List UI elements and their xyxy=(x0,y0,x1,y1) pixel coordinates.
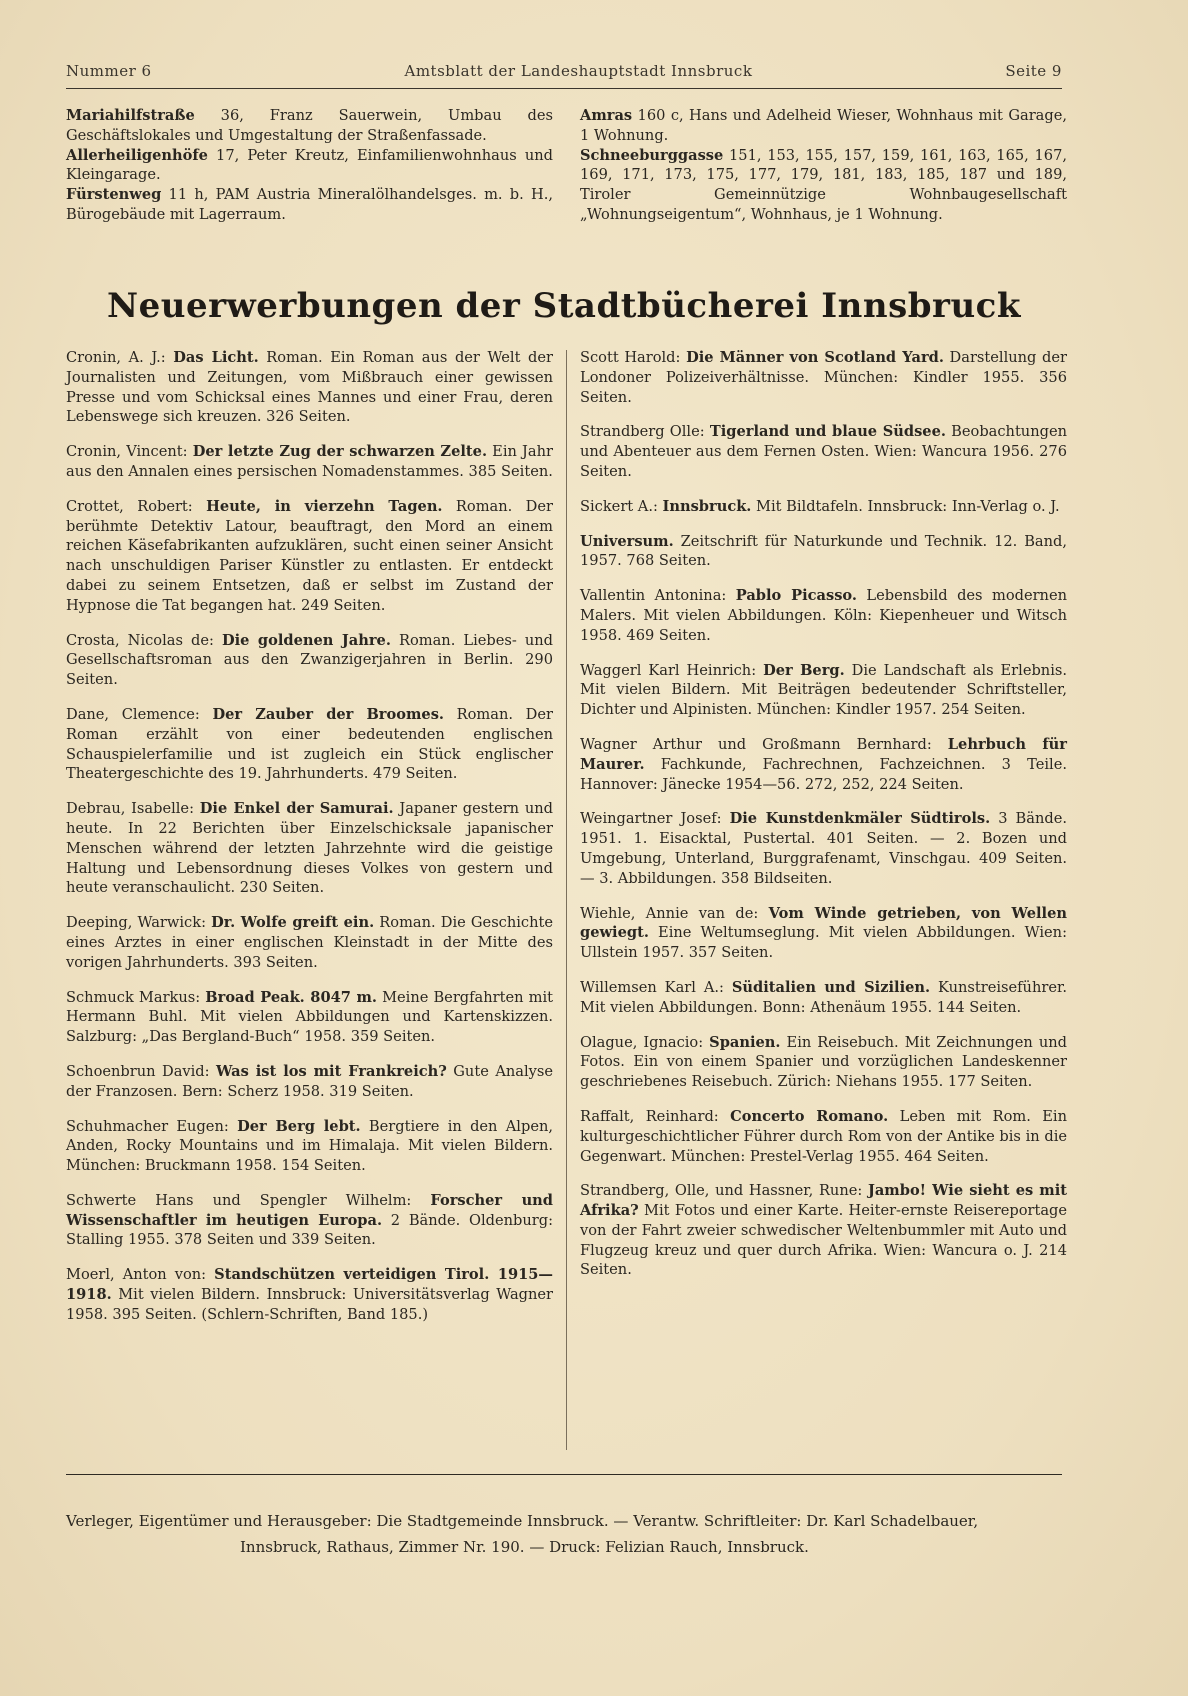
footer-rule xyxy=(66,1474,1062,1475)
book-entry: Sickert A.: Innsbruck. Mit Bildtafeln. Innsbruck: Inn-Verlag o. J. xyxy=(580,497,1060,515)
book-entry: Strandberg, Olle, und Hassner, Rune: Jambo! Wie sieht es mit Afrika? Mit Fotos und einer Karte. Heiter-ernste Reisereportage von der Fahrt zweier schwedischer Weltenbummler mit Auto und Flugzeug kreuz und quer durch Afrika. Wien: Wancura o. J. 214 Seiten. xyxy=(580,1182,1068,1279)
book-entry: Cronin, Vincent: Der letzte Zug der schwarzen Zelte. Ein Jahr aus den Annalen eines persischen Nomadenstammes. 385 Seiten. xyxy=(66,443,553,480)
building-permits-right xyxy=(580,106,1067,225)
book-entry: Schuhmacher Eugen: Der Berg lebt. Bergtiere in den Alpen, Anden, Rocky Mountains und im Himalaja. Mit vielen Bildern. München: Bruckmann 1958. 154 Seiten. xyxy=(66,1117,553,1175)
permit-entry: Allerheiligenhöfe 17, Peter Kreutz, Einfamilienwohnhaus und Kleingarage. xyxy=(66,146,553,184)
book-entry: Vallentin Antonina: Pablo Picasso. Lebensbild des modernen Malers. Mit vielen Abbildungen. Köln: Kiepenheuer und Witsch 1958. 469 Seiten. xyxy=(580,587,1067,644)
imprint-line-1: Verleger, Eigentümer und Herausgeber: Die Stadtgemeinde Innsbruck. — Verantw. Schriftleiter: Dr. Karl Schadelbauer, xyxy=(66,1512,979,1530)
book-entry: Crosta, Nicolas de: Die goldenen Jahre. Roman. Liebes- und Gesellschaftsroman aus den Zwanzigerjahren in Berlin. 290 Seiten. xyxy=(66,631,553,689)
building-permits-left xyxy=(66,106,553,225)
book-entry: Schoenbrun David: Was ist los mit Frankreich? Gute Analyse der Franzosen. Bern: Scherz 1958. 319 Seiten. xyxy=(66,1062,553,1100)
page-header xyxy=(66,62,1062,80)
book-entry: Waggerl Karl Heinrich: Der Berg. Die Landschaft als Erlebnis. Mit vielen Bildern. Mit Beiträgen bedeutender Schriftsteller, Dichter und Alpinisten. München: Kindler 1957. 254 Seiten. xyxy=(580,661,1067,719)
column-divider xyxy=(566,350,567,1450)
book-entry: Schwerte Hans und Spengler Wilhelm: Forscher und Wissenschaftler im heutigen Europa. 2 Bände. Oldenburg: Stalling 1955. 378 Seiten und 339 Seiten. xyxy=(66,1191,553,1249)
permit-entry: Schneeburggasse 151, 153, 155, 157, 159, 161, 163, 165, 167, 169, 171, 173, 175, 177, 179, 181, 183, 185, 187 und 189, Tiroler Gemeinnützige Wohnbaugesellschaft „Wohnungseigentum“, Wohnhaus, je 1 Wohnung. xyxy=(580,146,1067,223)
book-entry: Weingartner Josef: Die Kunstdenkmäler Südtirols. 3 Bände. 1951. 1. Eisacktal, Pustertal. 401 Seiten. — 2. Bozen und Umgebung, Unterland, Burggrafenamt, Vinschgau. 409 Seiten. — 3. Abbildungen. 358 Bildseiten. xyxy=(580,810,1067,887)
book-entry: Debrau, Isabelle: Die Enkel der Samurai. Japaner gestern und heute. In 22 Berichten über Einzelschicksale japanischer Menschen während der letzten Jahrzehnte wird die geistige Haltung und Lebensordnung dieses Volkes von gestern und heute veranschaulicht. 230 Seiten. xyxy=(66,800,553,897)
book-entry: Moerl, Anton von: Standschützen verteidigen Tirol. 1915—1918. Mit vielen Bildern. Innsbruck: Universitätsverlag Wagner 1958. 395 Seiten. (Schlern-Schriften, Band 185.) xyxy=(66,1266,554,1323)
publication-title: Amtsblatt der Landeshauptstadt Innsbruck xyxy=(404,62,753,80)
book-entry: Cronin, A. J.: Das Licht. Roman. Ein Roman aus der Welt der Journalisten und Zeitungen, vom Mißbrauch einer gewissen Presse und vom Schicksal eines Mannes und einer Frau, deren Lebenswege sich kreuzen. 326 Seiten. xyxy=(66,349,553,426)
book-entry: Willemsen Karl A.: Süditalien und Sizilien. Kunstreiseführer. Mit vielen Abbildungen. Bonn: Athenäum 1955. 144 Seiten. xyxy=(580,978,1067,1016)
issue-number: Nummer 6 xyxy=(66,62,152,80)
header-rule xyxy=(66,88,1062,89)
book-entry: Deeping, Warwick: Dr. Wolfe greift ein. Roman. Die Geschichte eines Arztes in einer englischen Kleinstadt in der Mitte des vorigen Jahrhunderts. 393 Seiten. xyxy=(66,914,553,971)
permit-entry: Amras 160 c, Hans und Adelheid Wieser, Wohnhaus mit Garage, 1 Wohnung. xyxy=(580,107,1067,144)
book-entry: Wiehle, Annie van de: Vom Winde getrieben, von Wellen gewiegt. Eine Weltumseglung. Mit vielen Abbildungen. Wien: Ullstein 1957. 357 Seiten. xyxy=(580,904,1067,962)
book-entry: Schmuck Markus: Broad Peak. 8047 m. Meine Bergfahrten mit Hermann Buhl. Mit vielen Abbildungen und Kartenskizzen. Salzburg: „Das Bergland-Buch“ 1958. 359 Seiten. xyxy=(66,988,553,1046)
permit-entry: Mariahilfstraße 36, Franz Sauerwein, Umbau des Geschäftslokales und Umgestaltung der Straßenfassade. xyxy=(66,107,553,144)
book-entry: Raffalt, Reinhard: Concerto Romano. Leben mit Rom. Ein kulturgeschichtlicher Führer durch Rom von der Antike bis in die Gegenwart. München: Prestel-Verlag 1955. 464 Seiten. xyxy=(580,1107,1067,1165)
book-entry: Olague, Ignacio: Spanien. Ein Reisebuch. Mit Zeichnungen und Fotos. Ein von einem Spanier und vorzüglichen Landeskenner geschriebenes Reisebuch. Zürich: Niehans 1955. 177 Seiten. xyxy=(580,1033,1067,1091)
book-entry: Strandberg Olle: Tigerland und blaue Südsee. Beobachtungen und Abenteuer aus dem Fernen Osten. Wien: Wancura 1956. 276 Seiten. xyxy=(580,423,1067,480)
book-entry: Crottet, Robert: Heute, in vierzehn Tagen. Roman. Der berühmte Detektiv Latour, beauftragt, den Mord an einem reichen Käsefabrikanten aufzuklären, sucht einen seiner Ansicht nach unschuldigen Pariser Künstler zu entlasten. Er entdeckt dabei zu seinem Entsetzen, daß er selbst im Zustand der Hypnose die Tat begangen hat. 249 Seiten. xyxy=(66,497,553,614)
book-list-left xyxy=(66,348,553,1340)
book-entry: Scott Harold: Die Männer von Scotland Yard. Darstellung der Londoner Polizeiverhältnisse. München: Kindler 1955. 356 Seiten. xyxy=(580,349,1067,406)
book-entry: Dane, Clemence: Der Zauber der Broomes. Roman. Der Roman erzählt von einer bedeutenden englischen Schauspielerfamilie und ist zugleich ein Stück englischer Theatergeschichte des 19. Jahrhunderts. 479 Seiten. xyxy=(66,705,553,783)
section-title: Neuerwerbungen der Stadtbücherei Innsbruck xyxy=(107,286,1021,326)
permit-entry: Fürstenweg 11 h, PAM Austria Mineralölhandelsges. m. b. H., Bürogebäude mit Lagerraum. xyxy=(66,186,553,223)
book-list-right xyxy=(580,348,1067,1295)
imprint-line-2: Innsbruck, Rathaus, Zimmer Nr. 190. — Druck: Felizian Rauch, Innsbruck. xyxy=(240,1538,809,1556)
book-entry: Wagner Arthur und Großmann Bernhard: Lehrbuch für Maurer. Fachkunde, Fachrechnen, Fachzeichnen. 3 Teile. Hannover: Jänecke 1954—56. 272, 252, 224 Seiten. xyxy=(580,735,1067,793)
page-number: Seite 9 xyxy=(1005,62,1062,80)
imprint xyxy=(66,1508,1062,1560)
book-entry: Universum. Zeitschrift für Naturkunde und Technik. 12. Band, 1957. 768 Seiten. xyxy=(580,532,1067,570)
